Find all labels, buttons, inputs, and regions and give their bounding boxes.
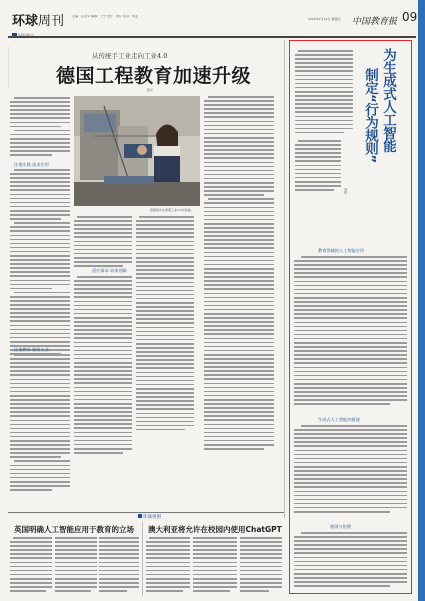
lead-kicker: 从传统手工业走向工业4.0	[92, 52, 168, 60]
lead-column-2	[74, 216, 132, 269]
bottom-story-1-col-1	[10, 537, 52, 594]
lead-photo	[74, 96, 200, 206]
lead-subhead-3: 适应需求 改革创新	[92, 268, 127, 273]
paper-name: 中国教育报	[352, 17, 398, 27]
lead-column-1b	[10, 169, 70, 357]
section-title-suffix: 周刊	[38, 14, 65, 29]
lead-column-3	[136, 216, 194, 433]
right-subhead-3: 规则与伦理	[330, 524, 351, 529]
lead-subhead-1: 注重实践 技术应用	[14, 162, 49, 167]
right-column-body-2	[294, 425, 407, 515]
lead-subhead-2: 注重教研 服务工业	[14, 347, 49, 352]
lead-column-2b	[74, 276, 132, 456]
issue-meta: 主编：张圣华 编辑：王宁 设计：刘红 校对：刘亚	[72, 15, 138, 18]
right-headline-line-b: 制定“行为规则”	[362, 68, 378, 163]
bottom-label-text: 环球视窗	[143, 515, 161, 520]
right-column-lines-top-left	[295, 50, 353, 136]
bottom-story-1-col-2	[55, 537, 97, 594]
masthead-rule	[8, 36, 416, 38]
issue-date: 2023年1月12日 星期四	[308, 17, 341, 21]
lead-column-4	[204, 96, 274, 452]
lead-photo-caption: 德国高中生参观工业4.0实验室。	[150, 208, 194, 212]
bottom-story-divider	[142, 522, 143, 596]
lead-headline: 德国工程教育加速升级	[56, 65, 252, 87]
bottom-story-2-headline: 澳大利亚将允许在校园内使用ChatGPT	[148, 525, 282, 534]
bottom-story-1-col-3	[99, 537, 139, 594]
bottom-label-icon	[138, 514, 142, 518]
right-headline	[358, 48, 398, 248]
bottom-story-2-col-1	[146, 537, 190, 594]
bottom-story-1-headline: 英国明确人工智能应用于教育的立场	[14, 525, 134, 534]
right-subhead-1: 教育领域的人工智能应用	[318, 248, 365, 253]
bottom-story-2-col-3	[240, 537, 282, 594]
bottom-section-rule	[8, 512, 284, 513]
lead-byline: 陈志	[147, 88, 154, 92]
right-headline-line-a: 为生成式人工智能	[380, 48, 396, 152]
right-byline: 刘凯	[343, 188, 348, 194]
lead-top-left-divider	[8, 46, 9, 88]
lead-column-1	[10, 97, 70, 158]
bottom-section-label	[138, 514, 161, 520]
right-subhead-2: 生成式人工智能的挑战	[318, 417, 360, 422]
lead-column-1c	[10, 354, 70, 493]
bottom-story-2-col-2	[193, 537, 237, 594]
column-divider	[284, 40, 285, 518]
right-column-body-3	[294, 532, 407, 589]
right-column-lines-mid-left	[295, 140, 341, 193]
page-number: 09	[402, 10, 418, 24]
section-title	[12, 10, 64, 29]
lead-photo-image	[74, 96, 200, 206]
section-title-main: 环球	[12, 14, 39, 29]
page-edge-strip	[418, 0, 425, 601]
right-column-body-1	[294, 256, 407, 407]
